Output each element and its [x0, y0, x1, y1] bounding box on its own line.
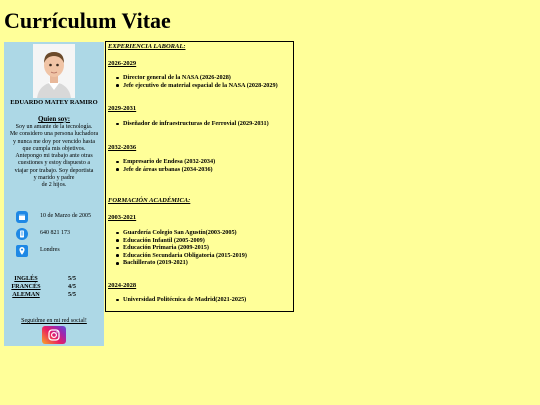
experience-period: 2032-2036	[108, 144, 137, 151]
profile-name: EDUARDO MATEY RAMIRO	[10, 99, 98, 106]
instagram-icon[interactable]	[42, 326, 66, 344]
contact-location	[16, 245, 104, 259]
birthdate-text: 10 de Marzo de 2005	[40, 213, 91, 219]
education-list	[115, 296, 246, 304]
language-name: INGLÉS	[14, 275, 38, 282]
cv-main-panel	[105, 41, 294, 312]
location-icon	[16, 245, 28, 257]
about-line: que cumpla mis objetivos.	[22, 145, 86, 152]
experience-list	[115, 120, 269, 128]
language-row	[10, 275, 80, 283]
list-item: Jefe de áreas urbanas (2034-2036)	[115, 166, 215, 174]
education-period: 2003-2021	[108, 214, 137, 221]
list-item: Educación Secundaria Obligatoria (2015-2019)	[115, 252, 247, 260]
list-item: Guardería Colegio San Agustín(2003-2005)	[115, 229, 247, 237]
about-line: y nunca me doy por vencido hasta	[13, 138, 95, 145]
list-item: Educación Infantil (2005-2009)	[115, 237, 247, 245]
education-heading: FORMACIÓN ACADÉMICA:	[108, 197, 191, 204]
language-name: FRANCÉS	[11, 283, 41, 290]
about-line: cuestiones y estoy dispuesto a	[18, 160, 90, 167]
list-item: Universidad Politécnica de Madrid(2021-2025)	[115, 296, 246, 304]
phone-text: 640 821 173	[40, 230, 70, 236]
about-line: de 2 hijos.	[41, 182, 67, 189]
about-line: Antepongo mi trabajo ante otras	[15, 153, 93, 160]
contact-birthdate	[16, 211, 104, 225]
profile-photo	[33, 44, 75, 98]
social-network-link[interactable]: Seguidme en mi red social!	[21, 318, 87, 324]
experience-heading: EXPERIENCIA LABORAL:	[108, 43, 186, 50]
language-level: 5/5	[68, 275, 76, 282]
about-text	[6, 124, 102, 190]
experience-period: 2029-2031	[108, 105, 137, 112]
list-item: Diseñador de infraestructuras de Ferrovial (2029-2031)	[115, 120, 269, 128]
language-row	[10, 283, 80, 291]
profile-sidebar	[4, 42, 104, 346]
calendar-icon	[16, 211, 28, 223]
experience-list	[115, 158, 215, 173]
page-title: Currículum Vitae	[4, 8, 171, 33]
contact-phone	[16, 228, 104, 242]
about-line: viajar por trabajo. Soy deportista	[14, 167, 94, 174]
phone-icon	[16, 228, 28, 240]
list-item: Director general de la NASA (2026-2028)	[115, 74, 278, 82]
education-period: 2024-2028	[108, 282, 137, 289]
list-item: Educación Primaria (2009-2015)	[115, 244, 247, 252]
language-name: ALEMAN	[12, 291, 40, 298]
location-text: Londres	[40, 247, 60, 253]
experience-list	[115, 74, 278, 89]
experience-period: 2026-2029	[108, 60, 137, 67]
list-item: Bachillerato (2019-2021)	[115, 259, 247, 267]
child-portrait-image	[33, 44, 75, 98]
list-item: Empresario de Endesa (2032-2034)	[115, 158, 215, 166]
about-line: Me considero una persona luchadora	[9, 131, 99, 138]
education-list	[115, 229, 247, 267]
about-line: y marido y padre	[33, 175, 75, 182]
about-heading: Quien soy:	[37, 115, 71, 123]
about-line: Soy un amante de la tecnología.	[15, 124, 93, 130]
language-row	[10, 291, 80, 299]
language-level: 4/5	[68, 283, 76, 290]
language-level: 5/5	[68, 291, 76, 298]
list-item: Jefe ejecutivo de material espacial de la NASA (2028-2029)	[115, 82, 278, 90]
